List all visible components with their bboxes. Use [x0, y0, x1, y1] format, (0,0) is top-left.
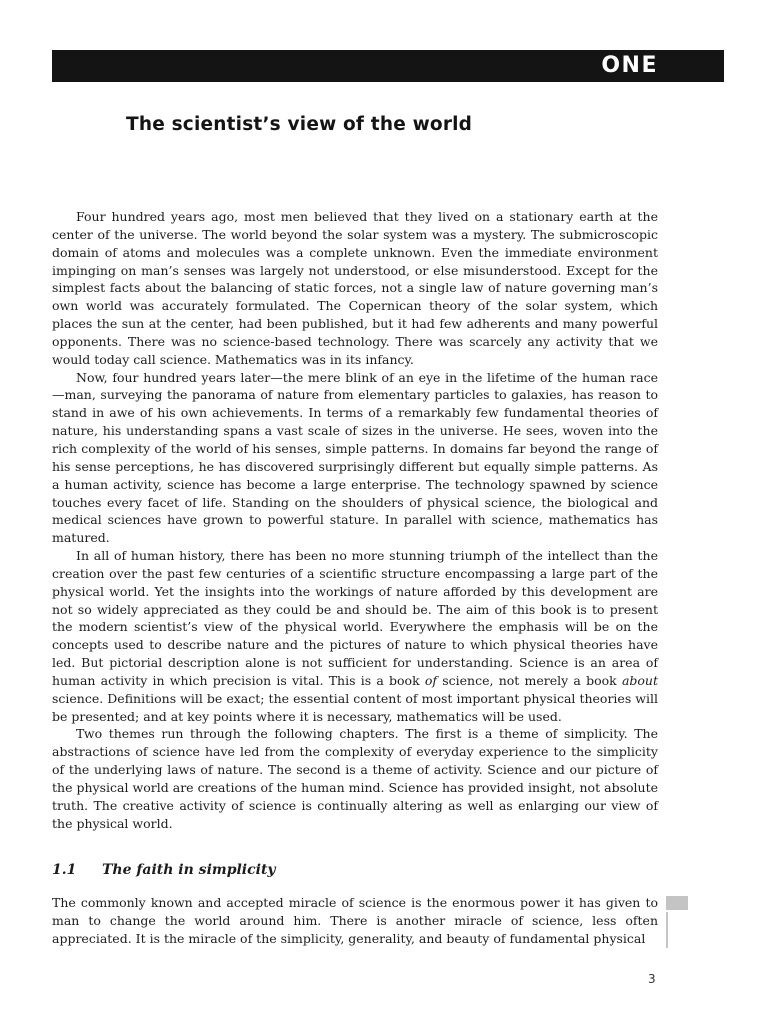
chapter-body — [52, 208, 658, 833]
section-number: 1.1 — [52, 862, 77, 878]
paragraph: Now, four hundred years later—the mere blink of an eye in the lifetime of the human race—man, surveying the panorama of nature from elementary particles to galaxies, has reason to stand in awe of his own achievements. In terms of a remarkably few fundamental theories of nature, his understanding spans a vast scale of sizes in the universe. He sees, woven into the rich complexity of the world of his senses, simple patterns. In domains far beyond the range of his sense perceptions, he has discovered surprisingly different but equally simple patterns. As a human activity, science has become a large enterprise. The technology spawned by science touches every facet of life. Standing on the shoulders of physical science, the biological and medical sciences have grown to powerful stature. In parallel with science, mathematics has matured. — [52, 369, 658, 546]
chapter-title: The scientist’s view of the world — [126, 114, 473, 135]
section-paragraph: The commonly known and accepted miracle of science is the enormous power it has given to man to change the world around him. There is another miracle of science, less often appreciated. It is the miracle of the simplicity, generality, and beauty of fundamental physical — [52, 895, 658, 946]
page-number: 3 — [648, 972, 656, 986]
paragraph: Four hundred years ago, most men believed that they lived on a stationary earth at the center of the universe. The world beyond the solar system was a mystery. The submicroscopic domain of atoms and molecules was a complete unknown. Even the immediate environment impinging on man’s senses was largely not understood, or else misunderstood. Except for the simplest facts about the balancing of static forces, not a single law of nature governing man’s own world was accurately formulated. The Copernican theory of the solar system, which places the sun at the center, had been published, but it had few adherents and many powerful opponents. There was no science-based technology. There was scarcely any activity that we would today call science. Mathematics was in its infancy. — [52, 209, 658, 367]
paragraph: Two themes run through the following chapters. The first is a theme of simplicity. The abstractions of science have led from the complexity of everyday experience to the simplicity of the underlying laws of nature. The second is a theme of activity. Science and our picture of the physical world are creations of the human mind. Science has provided insight, not absolute truth. The creative activity of science is continually altering as well as enlarging our view of the physical world. — [52, 726, 658, 831]
chapter-banner — [52, 50, 724, 82]
section-title: The faith in simplicity — [102, 862, 276, 878]
margin-rule — [666, 912, 668, 948]
paragraph: In all of human history, there has been no more stunning triumph of the intellect than the creation over the past few centuries of a scientific structure encompassing a large part of the physical world. Yet the insights into the workings of nature afforded by this development are not so widely appreciated as they could be and should be. The aim of this book is to present the modern scientist’s view of the physical world. Everywhere the emphasis will be on the concepts used to describe nature and the pictures of nature to which physical theories have led. But pictorial description alone is not sufficient for understanding. Science is an area of human activity in which precision is vital. This is a book of science, not merely a book about science. Definitions will be exact; the essential content of most important physical theories will be presented; and at key points where it is necessary, mathematics will be used. — [52, 548, 658, 724]
emphasis-about: about — [621, 672, 658, 688]
margin-marker — [666, 896, 688, 910]
emphasis-of: of — [424, 672, 438, 688]
section-heading — [52, 862, 658, 878]
chapter-number: ONE — [601, 53, 658, 78]
